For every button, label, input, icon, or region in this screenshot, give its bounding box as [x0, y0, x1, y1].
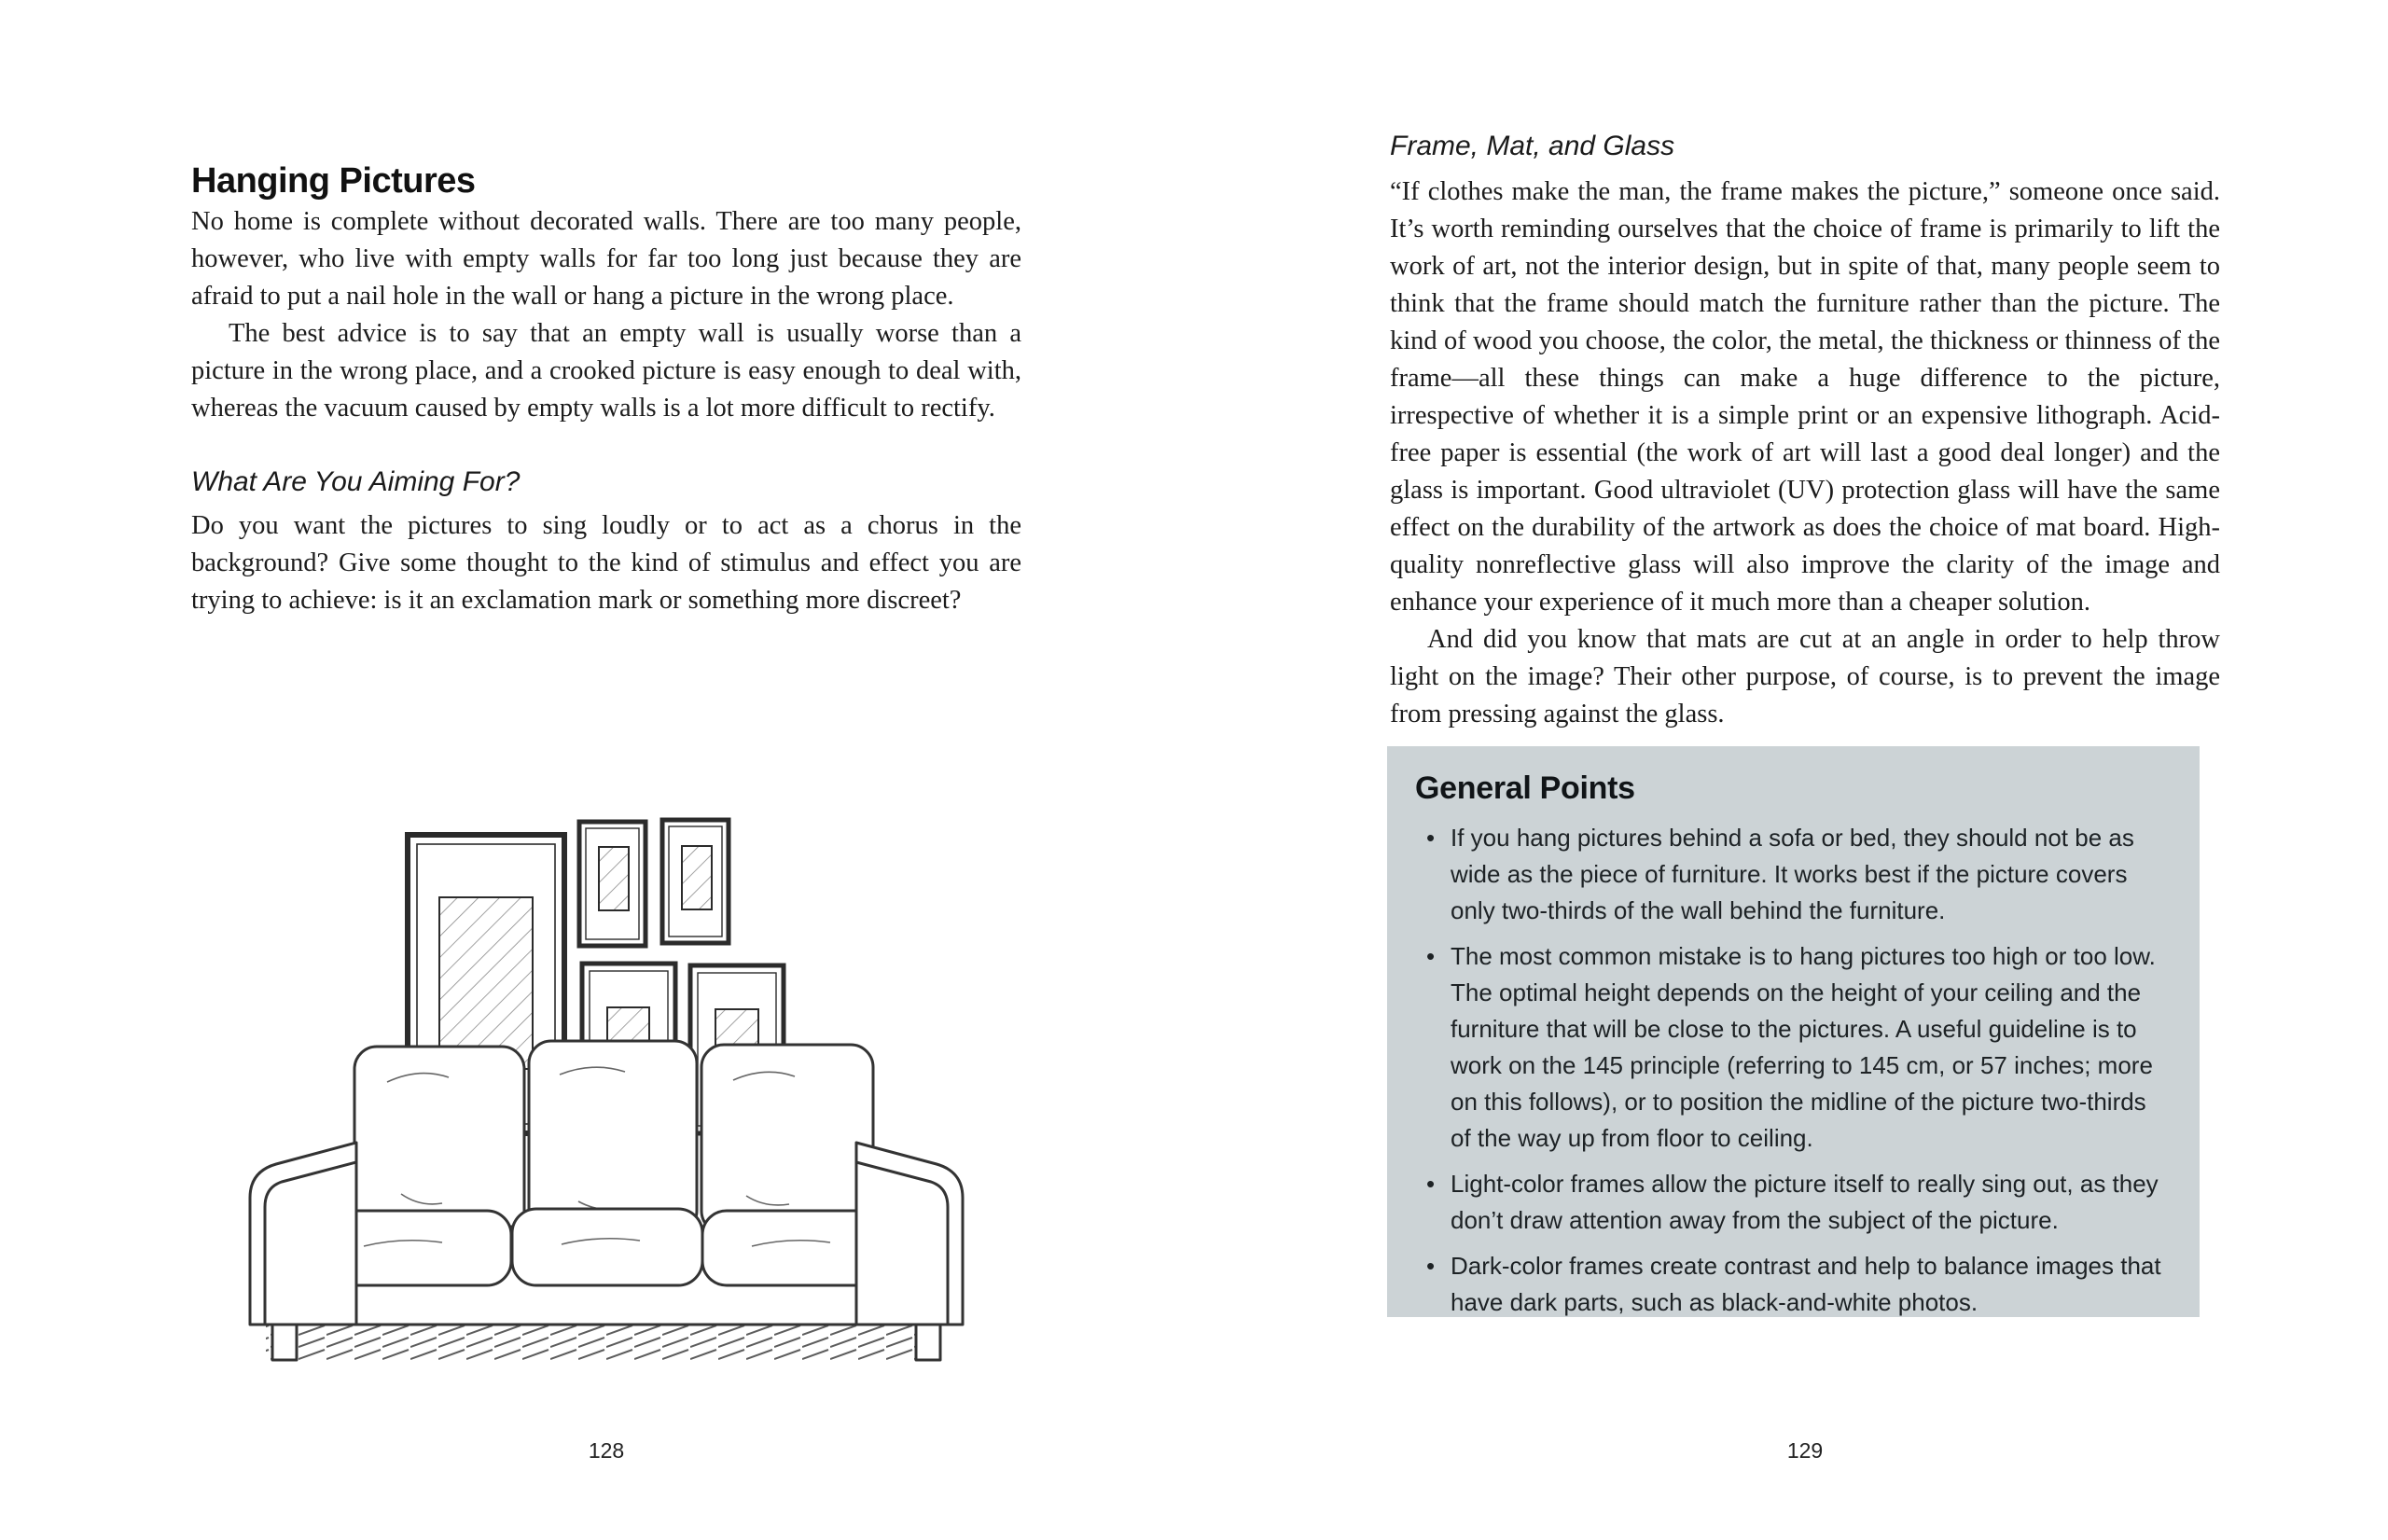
- page-right: [1194, 0, 2388, 1540]
- chapter-title: Hanging Pictures: [191, 161, 476, 201]
- sofa: [250, 1041, 963, 1360]
- paragraph: The best advice is to say that an empty wall is usually worse than a picture in the wrong place, and a crooked picture is easy enough to deal with, whereas the vacuum caused by empty walls is a lot more difficult to rectify.: [191, 319, 1021, 423]
- left-text-column: [191, 203, 1021, 619]
- general-points-item: • The most common mistake is to hang pictures too high or too low. The optimal height depends on the height of your ceiling and the furniture that will be close to the pictures. A useful guideline is to work on the 145 principle (referring to 145 cm, or 57 inches; more on this follows), or to position the midline of the picture two-thirds of the way up from floor to ceiling.: [1415, 938, 2168, 1157]
- general-points-item: • Dark-color frames create contrast and help to balance images that have dark parts, such as black-and-white photos.: [1415, 1248, 2168, 1321]
- frame-small-2: [662, 820, 729, 943]
- general-points-item: • If you hang pictures behind a sofa or bed, they should not be as wide as the piece of furniture. It works best if the picture covers only two-thirds of the wall behind the furniture.: [1415, 820, 2168, 929]
- page-number-left: 128: [588, 1438, 625, 1463]
- page-number-right: 129: [1786, 1438, 1824, 1463]
- general-points-box: [1387, 746, 2200, 1317]
- paragraph: And did you know that mats are cut at an angle in order to help throw light on the image? Their other purpose, of course, is to prevent the image from pressing against the glass.: [1390, 625, 2220, 728]
- section-heading-frame-mat-glass: Frame, Mat, and Glass: [1390, 131, 1675, 161]
- general-points-title: General Points: [1415, 770, 1635, 806]
- frame-small-1: [579, 822, 646, 946]
- paragraph: “If clothes make the man, the frame makes the picture,” someone once said. It’s worth reminding ourselves that the choice of frame is primarily to lift the work of art, not the interior design, but in spite of that, many people seem to think that the frame should match the furniture rather than the picture. The kind of wood you choose, the color, the metal, the thickness or thinness of the frame—all these things can make a huge difference to the picture, irrespective of whether it is a simple print or an expensive lithograph. Acid-free paper is essential (the work of art will last a good deal longer) and the glass is important. Good ultraviolet (UV) protection glass will have the same effect on the durability of the artwork as does the choice of mat board. High-quality nonreflective glass will also improve the clarity of the image and enhance your experience of it much more than a cheaper solution.: [1390, 177, 2220, 617]
- paragraph: Do you want the pictures to sing loudly or to act as a chorus in the background? Give some thought to the kind of stimulus and effect you are trying to achieve: is it an exclamation mark or something more discreet?: [191, 511, 1021, 615]
- general-points-item: • Light-color frames allow the picture itself to really sing out, as they don’t draw attention away from the subject of the picture.: [1415, 1166, 2168, 1239]
- paragraph: No home is complete without decorated walls. There are too many people, however, who live with empty walls for far too long just because they are afraid to put a nail hole in the wall or hang a picture in the wrong place.: [191, 207, 1021, 311]
- general-points-list: [1415, 820, 2168, 1321]
- right-text-column: [1390, 131, 2220, 733]
- section-heading-aiming: What Are You Aiming For?: [191, 466, 521, 497]
- sofa-picture-frames-illustration: [215, 802, 998, 1380]
